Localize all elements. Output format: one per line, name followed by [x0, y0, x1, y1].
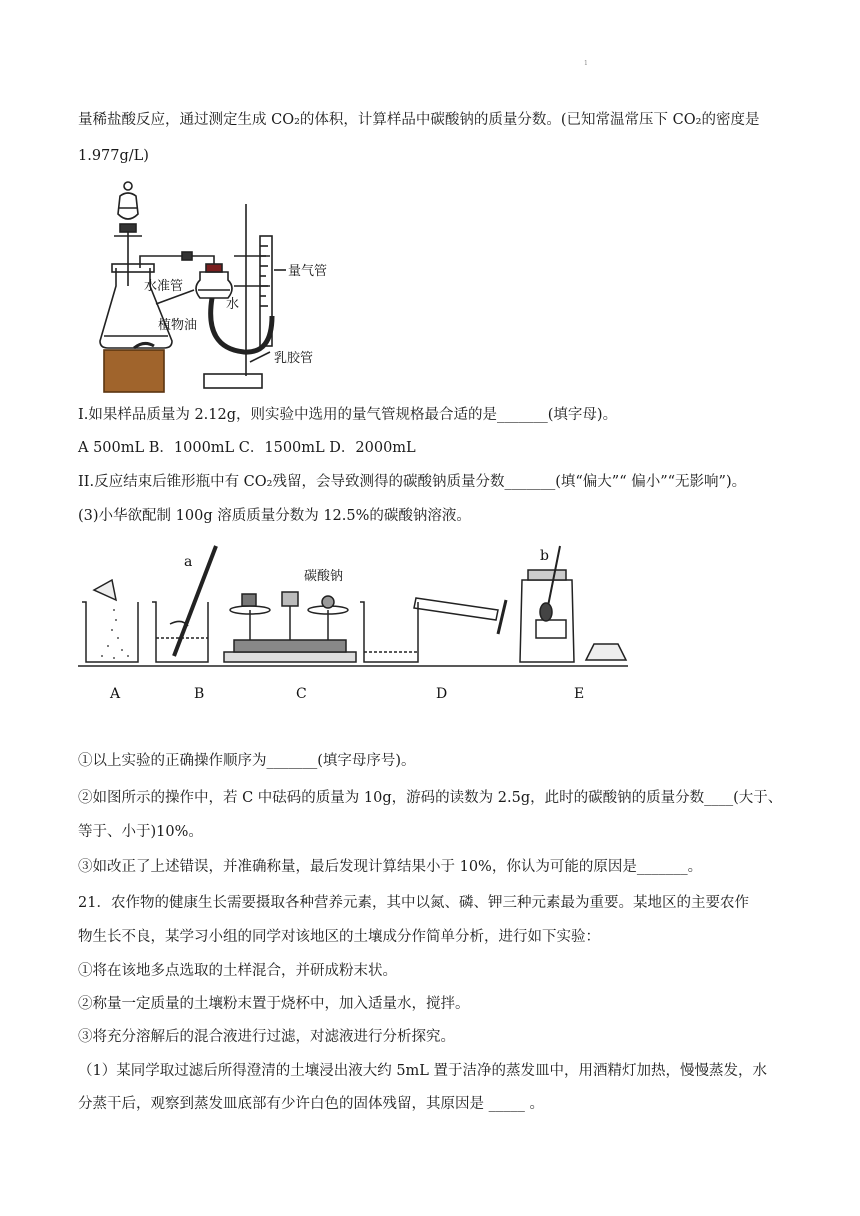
label-b: b — [540, 548, 549, 564]
text-line-14: ②称量一定质量的土壤粉末置于烧杯中，加入适量水，搅拌。 — [78, 996, 470, 1012]
label-vegetable-oil: 植物油 — [158, 318, 198, 333]
text-line-11: 21．农作物的健康生长需要摄取各种营养元素，其中以氮、磷、钾三种元素最为重要。某地区的主要农作 — [78, 895, 749, 911]
text-line-16: （1）某同学取过滤后所得澄清的土壤浸出液大约 5mL 置于洁净的蒸发皿中，用酒精灯加热，慢慢蒸发，水 — [78, 1063, 768, 1079]
text-line-2: 1.977g/L) — [78, 148, 149, 164]
caption-e: E — [574, 686, 585, 702]
text-line-6: (3)小华欲配制 100g 溶质质量分数为 12.5%的碳酸钠溶液。 — [78, 508, 471, 524]
label-rubber-tube: 乳胶管 — [274, 351, 314, 366]
label-gas-burette: 量气管 — [288, 264, 328, 279]
text-line-15: ③将充分溶解后的混合液进行过滤，对滤液进行分析探究。 — [78, 1029, 455, 1045]
label-water: 水 — [226, 297, 240, 312]
text-line-12: 物生长不良，某学习小组的同学对该地区的土壤成分作简单分析，进行如下实验： — [78, 929, 600, 945]
text-line-17: 分蒸干后，观察到蒸发皿底部有少许白色的固体残留，其原因是 _____ 。 — [78, 1096, 544, 1112]
text-line-3: I.如果样品质量为 2.12g，则实验中选用的量气管规格最合适的是_______(填字母)。 — [78, 407, 618, 423]
text-line-5: II.反应结束后锥形瓶中有 CO₂残留，会导致测得的碳酸钠质量分数_______(填“偏大”“ 偏小”“无影响”)。 — [78, 474, 747, 490]
caption-b: B — [194, 686, 205, 702]
text-line-1: 量稀盐酸反应，通过测定生成 CO₂的体积，计算样品中碳酸钠的质量分数。(已知常温常压下 CO₂的密度是 — [78, 112, 760, 128]
text-line-10: ③如改正了上述错误，并准确称量，最后发现计算结果小于 10%，你认为可能的原因是_______。 — [78, 859, 703, 875]
text-line-8: ②如图所示的操作中，若 C 中砝码的质量为 10g，游码的读数为 2.5g，此时的碳酸钠的质量分数____(大于、 — [78, 790, 783, 806]
caption-c: C — [296, 686, 307, 702]
label-level-tube: 水准管 — [144, 279, 184, 294]
page-corner-mark: 1 — [584, 60, 588, 67]
label-sodium-carbonate: 碳酸钠 — [304, 569, 344, 584]
caption-d: D — [436, 686, 448, 702]
text-line-13: ①将在该地多点选取的土样混合，并研成粉末状。 — [78, 963, 397, 979]
text-line-4: A 500mL B．1000mL C．1500mL D．2000mL — [78, 440, 416, 456]
label-a: a — [184, 554, 193, 570]
caption-a: A — [110, 686, 121, 702]
gas-apparatus-figure — [94, 176, 354, 394]
solution-preparation-figure — [78, 540, 638, 708]
text-line-9: 等于、小于)10%。 — [78, 824, 203, 840]
text-line-7: ①以上实验的正确操作顺序为_______(填字母序号)。 — [78, 753, 416, 769]
